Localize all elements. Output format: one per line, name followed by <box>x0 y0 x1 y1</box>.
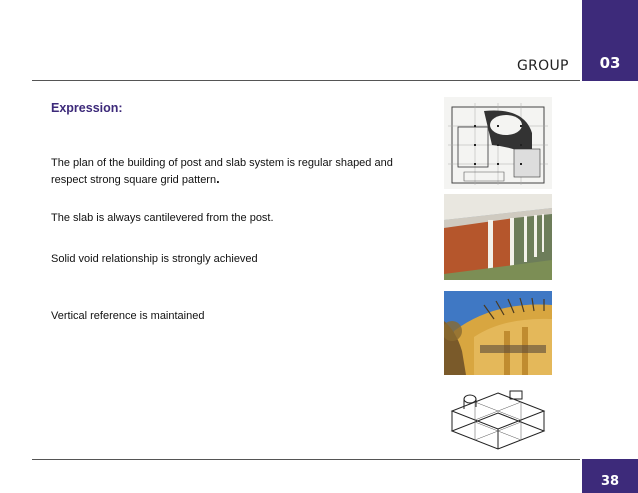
paragraph-plan <box>51 156 421 188</box>
paragraph-plan-line2: respect strong square grid pattern <box>51 174 217 186</box>
page-number: 38 <box>600 474 620 489</box>
group-label: GROUP <box>517 58 569 74</box>
section-heading: Expression: <box>51 101 123 115</box>
paragraph-solid-void: Solid void relationship is strongly achieved <box>51 253 258 265</box>
colonnade-photo <box>444 194 552 280</box>
paragraph-plan-line1: The plan of the building of post and slab system is regular shaped and <box>51 157 393 169</box>
paragraph-slab: The slab is always cantilevered from the post. <box>51 212 274 224</box>
section-number: 03 <box>599 54 621 72</box>
floor-plan-drawing <box>444 97 552 189</box>
footer-divider <box>32 459 580 460</box>
page-number-tab <box>582 459 638 493</box>
axonometric-grid-drawing <box>444 383 552 459</box>
curved-facade-photo <box>444 291 552 375</box>
section-tab <box>582 0 638 81</box>
paragraph-plan-period: . <box>216 171 220 186</box>
header-divider <box>32 80 580 81</box>
paragraph-vertical: Vertical reference is maintained <box>51 310 205 322</box>
